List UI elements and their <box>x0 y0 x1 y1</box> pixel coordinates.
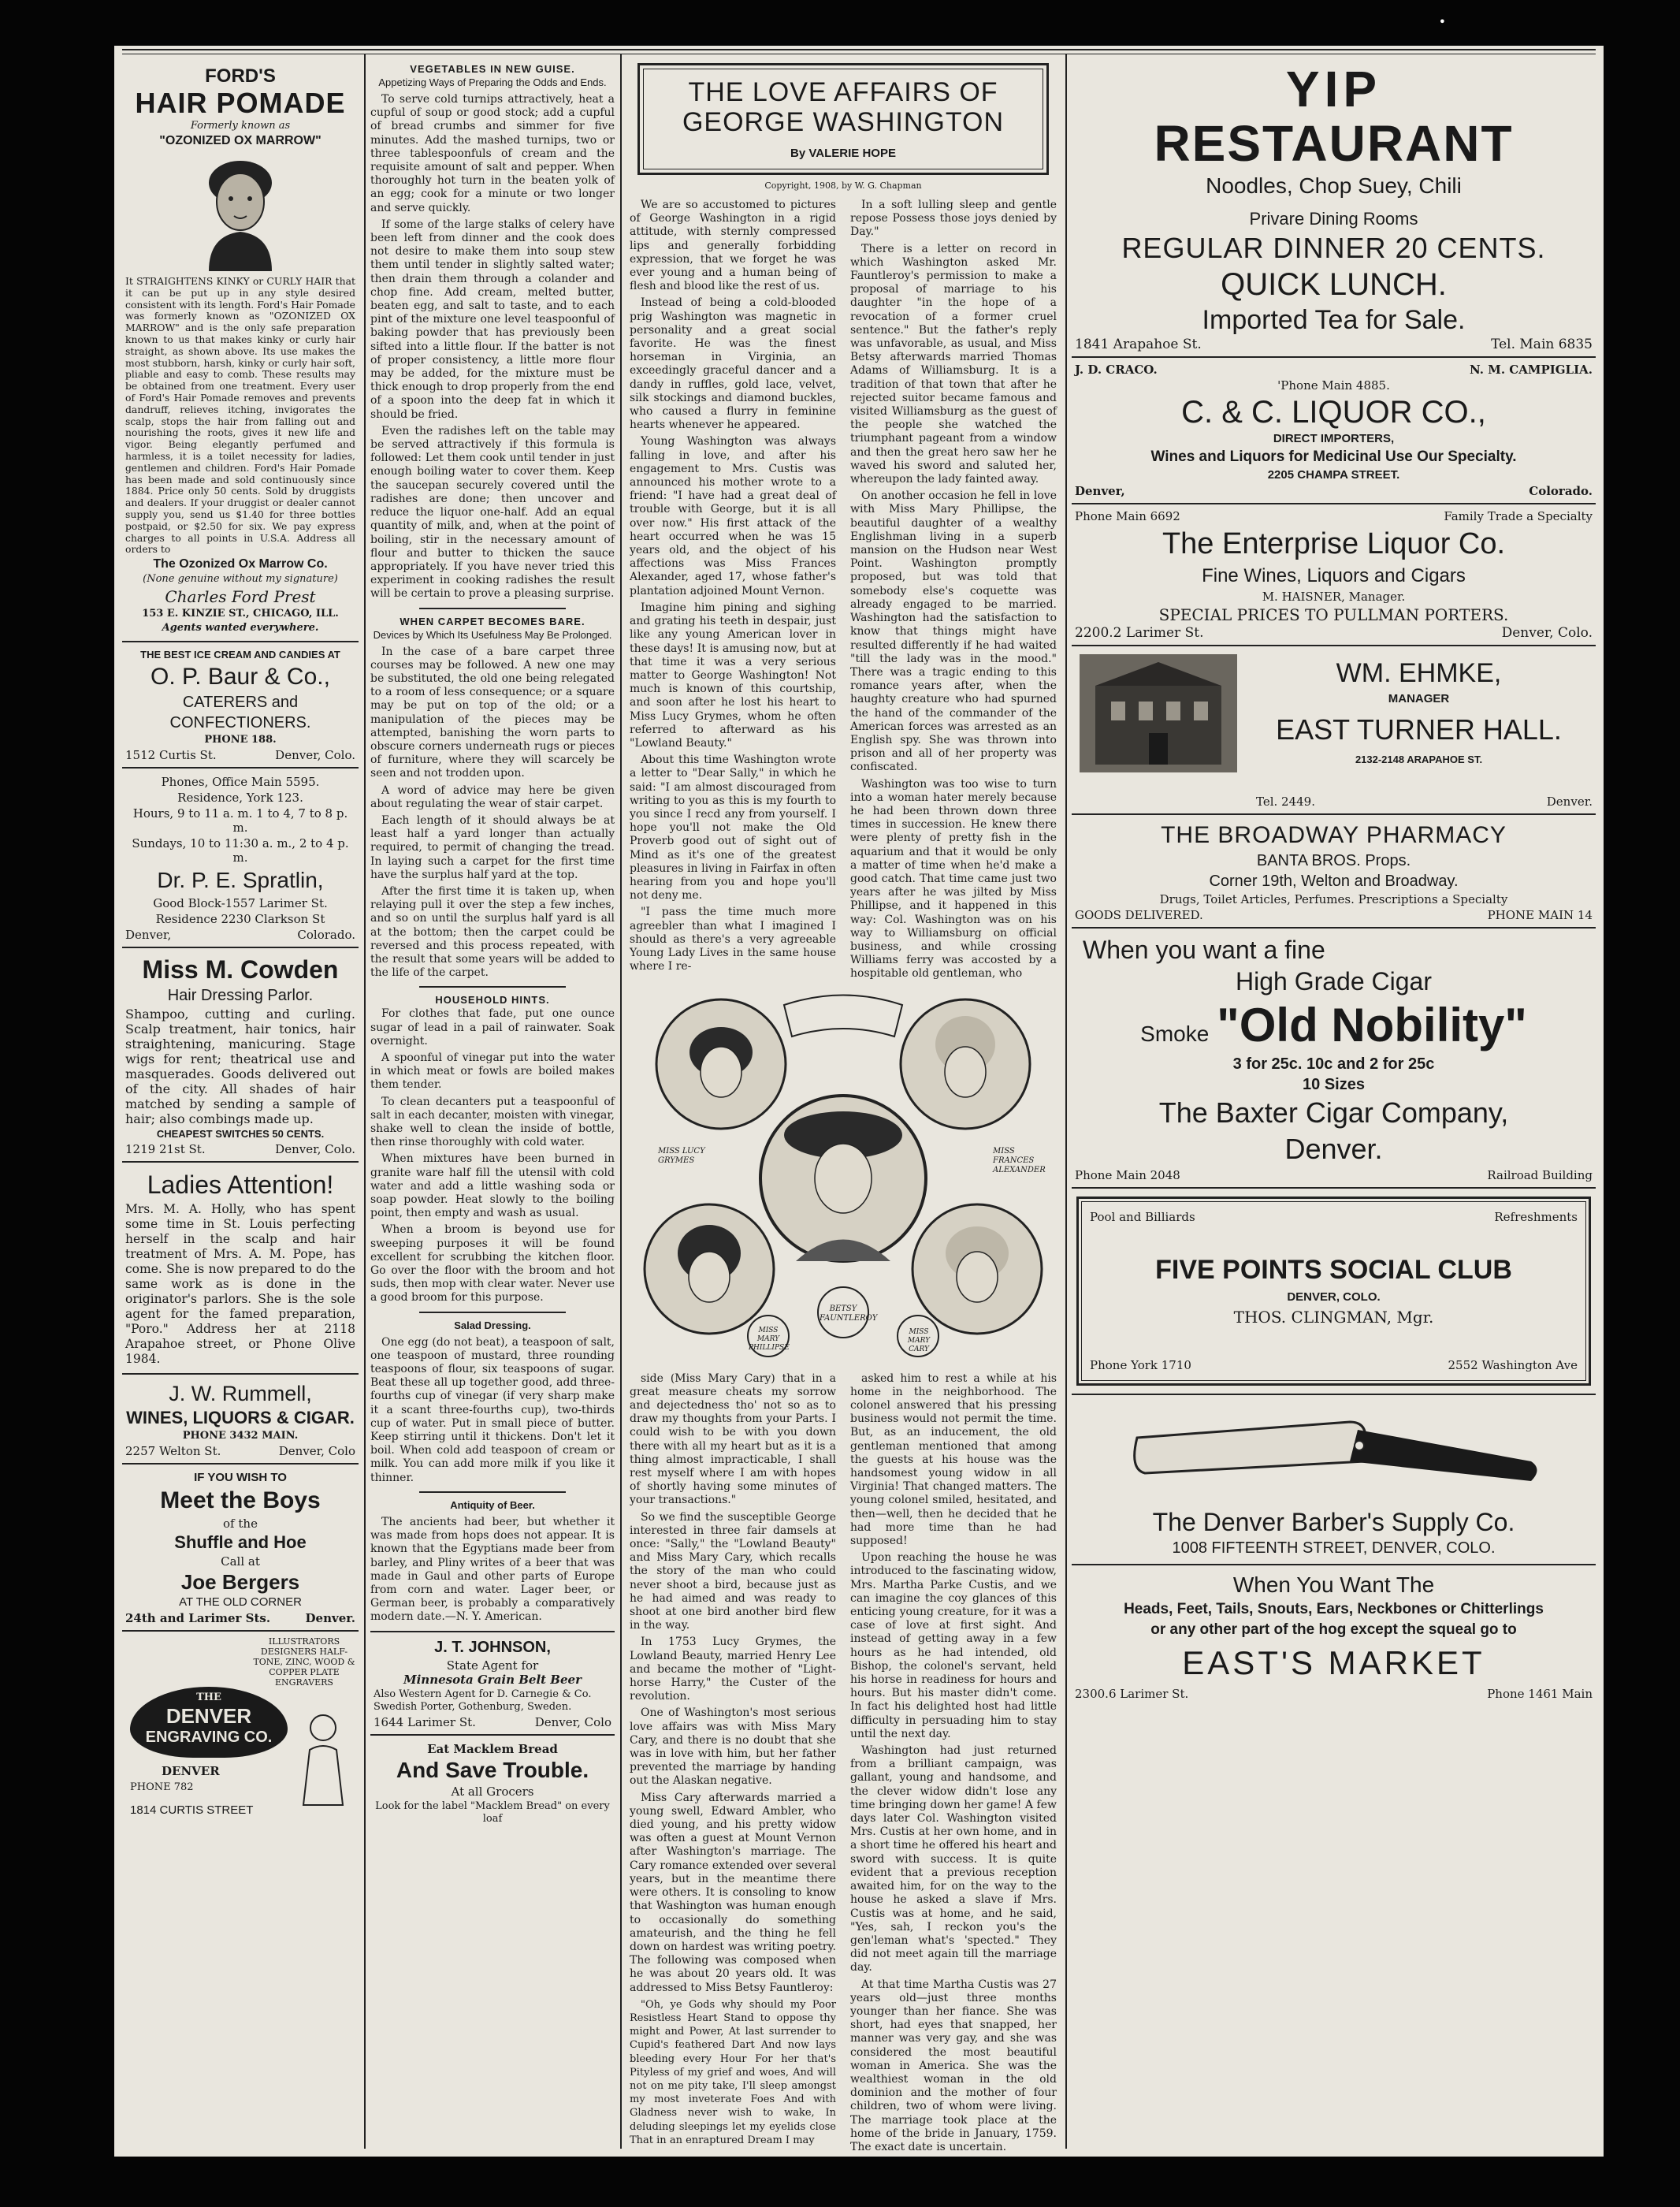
macklem-look: Look for the label "Macklem Bread" on every loaf <box>375 1799 610 1825</box>
johnson-ad <box>370 1631 615 1736</box>
salad-title: Salad Dressing. <box>454 1319 531 1331</box>
ladies-attention-ad <box>122 1163 359 1375</box>
newspaper-page <box>114 14 1604 2157</box>
veg-sub: Appetizing Ways of Preparing the Odds and Ends. <box>378 76 607 88</box>
column-rule-3 <box>1065 54 1067 2149</box>
five-phone: Phone York 1710 <box>1090 1358 1191 1372</box>
spratlin-block: Good Block-1557 Larimer St. <box>153 896 328 911</box>
story-paragraph: On another occasion he fell in love with Miss Mary Phillipse, the beautiful daughter of a wealthy Englishman living in a superb mansion on the Hudson near West Point. Washington promptly proposed, but was told that somebody else's coquette was already engaged to be married. Washington had the satisfaction to know that things might have resulted differently if he had waited "till the lady was in the mood." There was a tragic ending to this romance years after, when the haughty creature who had spurned the hand of the commander of the American forces was arrested as an English spy. She was thrown into prison and all of her property was confiscated. <box>850 489 1057 774</box>
story-paragraph: At that time Martha Custis was 27 years old—just three months younger than her fiance. She was short, had eyes that snapped, her manner was very gay, and she was considered the most beautiful woman in America. She was the wealthiest woman in the old dominion and the mother of four children, two of whom were living. The marriage took place at the home of the bride in January, 1759. The exact date is uncertain. <box>850 1978 1057 2153</box>
story-paragraph: We are so accustomed to pictures of George Washington in a rigid attitude, with sternly compressed lips and generally forbidding expression, that we forget he was ever young and a human being of flesh and blood like the rest of us. <box>630 199 836 293</box>
broadway-pharmacy-ad <box>1072 815 1596 929</box>
enterprise-address: 2200.2 Larimer St. <box>1075 625 1204 641</box>
cowden-city: Denver, Colo. <box>275 1142 355 1157</box>
baur-ad <box>122 642 359 769</box>
cowden-parlor: Hair Dressing Parlor. <box>167 987 314 1005</box>
barber-address: 1008 FIFTEENTH STREET, DENVER, COLO. <box>1172 1539 1496 1557</box>
cc-liquor-ad <box>1072 358 1596 504</box>
spratlin-phones: Phones, Office Main 5595. <box>161 775 320 790</box>
broadway-phone: PHONE MAIN 14 <box>1487 908 1593 922</box>
cigar-sizes: 10 Sizes <box>1303 1076 1365 1093</box>
story-paragraph: Instead of being a cold-blooded prig Washington was magnetic in personality and a great social favorite. He was the finest horseman in Virginia, an exceedingly graceful dancer and a dandy in ruffles, gold lace, velvet, silk stockings and diamond buckles, who caused a flurry in feminine hearts whenever he appeared. <box>630 296 836 432</box>
five-city: DENVER, COLO. <box>1287 1290 1381 1304</box>
boys-corner: AT THE OLD CORNER <box>179 1595 302 1610</box>
cigar-when: When you want a fine <box>1083 936 1325 964</box>
column-ads-right <box>1072 54 1596 2149</box>
story-paragraph: Upon reaching the house he was introduced to the fascinating widow, Mrs. Martha Parke Custis, and we can imagine the coy glances of this enticing young creature, for it was a case of love at first sight. And instead of getting away in a few hours as he had intended, old Bishop, the colonel's servant, held his horse in readiness for hours and hours. But his master didn't come. In fact his delighted host had little difficulty in persuading him to stay until the next day. <box>850 1551 1057 1740</box>
macklem-ad <box>370 1736 615 1832</box>
macklem-eat: Eat Macklem Bread <box>427 1741 558 1756</box>
joe-bergers-ad <box>122 1465 359 1632</box>
spratlin-residence: Residence, York 123. <box>177 791 303 806</box>
enterprise-manager: M. HAISNER, Manager. <box>1262 590 1406 604</box>
cc-street: 2205 CHAMPA STREET. <box>1267 468 1400 482</box>
story-paragraph: Imagine him pining and sighing and grating his teeth in despair, just like any young American lover in these days! It is amusing now, but at that time it was a very serious matter to George Washington! Not much is known of this courtship, and soon after he lost his heart to Miss Lucy Grymes, whom he often referred to afterward as his "Lowland Beauty." <box>630 601 836 750</box>
spratlin-res-addr: Residence 2230 Clarkson St <box>155 912 325 927</box>
cc-city-r: Colorado. <box>1529 484 1593 498</box>
baur-name: O. P. Baur & Co., <box>151 664 330 690</box>
label-mary-cary: MISS MARY CARY <box>907 1327 931 1353</box>
five-name: FIVE POINTS SOCIAL CLUB <box>1155 1255 1512 1285</box>
rummell-ad <box>122 1375 359 1465</box>
boys-joe: Joe Bergers <box>180 1570 300 1595</box>
story-header <box>637 63 1049 175</box>
johnson-beer: Minnesota Grain Belt Beer <box>403 1672 582 1687</box>
broadway-corner: Corner 19th, Welton and Broadway. <box>1209 873 1459 890</box>
hints-paragraph: To clean decanters put a teaspoonful of salt in each decanter, moisten with vinegar, shake well to clean the inside of bottle, then rinse thoroughly with cold water. <box>370 1095 615 1149</box>
cowden-address: 1219 21st St. <box>125 1142 206 1157</box>
cigar-city: Denver. <box>1284 1133 1383 1165</box>
carpet-sub: Devices by Which Its Usefulness May Be Prolonged. <box>373 628 612 641</box>
yip-tea: Imported Tea for Sale. <box>1202 305 1466 335</box>
beer-paragraph: The ancients had beer, but whether it was made from hops does not appear. It is known that the Egyptians made beer from barley, and Pliny writes of a beer that was made in Gaul and other parts of Europe from corn and water. Lager beer, or German beer, is probably a comparatively modern date.—N. Y. American. <box>370 1515 615 1624</box>
cowden-name: Miss M. Cowden <box>142 955 339 984</box>
story-byline: By VALERIE HOPE <box>790 147 896 160</box>
column-washington-story <box>626 54 1060 2153</box>
boys-if: IF YOU WISH TO <box>194 1471 287 1485</box>
story-paragraph: In 1753 Lucy Grymes, the Lowland Beauty, married Henry Lee and became the mother of "Light-horse Harry," the Custer of the revolution. <box>630 1636 836 1703</box>
engraving-logo <box>130 1687 288 1758</box>
veg-paragraph: To serve cold turnips attractively, heat a cupful of soup or good stock; add a cupful of bread crumbs and simmer for five minutes. Add the mashed turnips, two or three tablespoonfuls of cream and the requisite amount of salt and pepper. When thoroughly hot turn in the beaten yolk of an egg; cook for a minute or two longer and serve quickly. <box>370 93 615 214</box>
razor-illustration <box>1113 1406 1555 1501</box>
cigar-smoke: Smoke <box>1140 1022 1210 1046</box>
story-paragraph: side (Miss Mary Cary) that in a great measure cheats my sorrow and dejectedness tho' not so as to draw my thoughts from your Parts. I could wish to be with you down there with all my heart but as it is a thing almost impracticable, I shall rest myself where I am with hopes of shortly having some minutes of your transactions." <box>630 1371 836 1507</box>
cigar-building: Railroad Building <box>1487 1168 1593 1182</box>
five-mgr: THOS. CLINGMAN, Mgr. <box>1233 1308 1434 1327</box>
spratlin-ad <box>122 769 359 948</box>
engraving-phone: PHONE 782 <box>130 1781 194 1794</box>
denver-engraving-ad <box>122 1632 359 1822</box>
turner-tel: Tel. 2449. <box>1256 795 1315 809</box>
east-turner-hall-ad <box>1072 646 1596 815</box>
yip-private: Privare Dining Rooms <box>1249 209 1418 229</box>
enterprise-liquor-ad <box>1072 504 1596 646</box>
yip-restaurant-ad <box>1072 54 1596 358</box>
enterprise-city: Denver, Colo. <box>1501 625 1593 641</box>
boys-of: of the <box>223 1517 258 1532</box>
easts-market-ad <box>1072 1565 1596 1706</box>
section-rule <box>419 1491 566 1493</box>
broadway-goods: GOODS DELIVERED. <box>1075 908 1203 922</box>
engraving-name: ENGRAVING CO. <box>145 1729 273 1747</box>
rummell-phone: PHONE 3432 MAIN. <box>182 1430 299 1442</box>
section-rule <box>419 608 566 609</box>
turner-address: 2132-2148 ARAPAHOE ST. <box>1355 754 1483 765</box>
hints-paragraph: When a broom is beyond use for sweeping purposes it will be found excellent for scrubbing the kitchen floor. Go over the floor with the broom and hot suds, then mop with clear water. Never use a good broom for this purpose. <box>370 1223 615 1304</box>
carpet-paragraph: After the first time it is taken up, when relaying pull it over the step a few inches, and so on until the surplus half yard is all at the bottom; then the carpet could be reversed and this process repeated, with the result that some years will be added to the life of the carpet. <box>370 884 615 980</box>
baur-intro: THE BEST ICE CREAM AND CANDIES AT <box>140 649 340 661</box>
engraving-city: DENVER <box>162 1764 220 1779</box>
story-paragraph: "I pass the time much more agreebler than what I imagined I should as there's a very agreeable Young Lady Lives in the same house where I re- <box>630 906 836 973</box>
genuine-note: (None genuine without my signature) <box>143 573 338 586</box>
macklem-grocers: At all Grocers <box>451 1784 534 1799</box>
veg-paragraph: Even the radishes left on the table may be served attractively if this formula is followed: Let them cook until tender in just enough boiling water to cover them. Keep the saucepan securely covered until the radishes are done; then uncover and reduce the liquor one-half. Add an equal quantity of milk, and, when at the point of boiling, stir in the necessary amount of flour and butter to thicken the sauce appropriately. If you have never tried this experiment in cooking radishes the result will be certain to prove a pleasing surprise. <box>370 424 615 601</box>
enterprise-fine: Fine Wines, Liquors and Cigars <box>1202 565 1466 586</box>
spratlin-hours1: Hours, 9 to 11 a. m. 1 to 4, 7 to 8 p. m. <box>132 806 348 836</box>
engraver-figure-illustration <box>295 1710 351 1805</box>
cc-left: J. D. CRACO. <box>1075 363 1158 377</box>
turner-name: WM. EHMKE, <box>1336 658 1502 688</box>
engraving-address: 1814 CURTIS STREET <box>130 1803 254 1818</box>
story-paragraph: Washington was too wise to turn into a woman hater merely because he had been thrown down three times in succession. He knew there were plenty of pretty fish in the aquarium and that it would be only a matter of time when he'd make a good catch. That time came just two years after he was jilted by Miss Phillipse, and it happened in this way: Col. Washington was on his way to Williamsburg on official business, and while crossing Williams ferry was accosted by a hospitable old gentleman, who <box>850 777 1057 981</box>
market-address: 2300.6 Larimer St. <box>1075 1687 1189 1701</box>
spratlin-city-r: Colorado. <box>297 928 355 943</box>
cc-direct: DIRECT IMPORTERS, <box>1273 432 1395 445</box>
yip-address: 1841 Arapahoe St. <box>1075 337 1202 352</box>
story-paragraph: Miss Cary afterwards married a young swell, Edward Ambler, who died young, and his pretty widow was often a guest at Mount Vernon after Washington's marriage. The Cary romance extended over several years, but in the meantime there were others. It is consoling to know that Washington was human enough to occasionally do something amateurish, and the thing he fell down on hardest was writing poetry. The following was composed when he was about 20 years old. It was addressed to Miss Betsy Fauntleroy: <box>630 1791 836 1994</box>
story-paragraph: About this time Washington wrote a letter to "Dear Sally," in which he said: "I am almost discouraged from writing to you as this is my fourth to you since I recd any from yourself. I hope you'll not make the Old Proverb good out of sight out of Mind as it's one of the greatest pleasures in living in Fairfax in often hearing from you and hope you'll not deny me. <box>630 754 836 903</box>
cigar-phone: Phone Main 2048 <box>1075 1168 1180 1182</box>
enterprise-name: The Enterprise Liquor Co. <box>1162 527 1506 560</box>
fords-address: 153 E. KINZIE ST., CHICAGO, ILL. <box>142 608 339 620</box>
rummell-name: J. W. Rummell, <box>169 1382 312 1406</box>
broadway-drugs: Drugs, Toilet Articles, Perfumes. Prescriptions a Specialty <box>1159 892 1508 906</box>
johnson-agent: State Agent for <box>446 1658 539 1673</box>
ladies-title: Ladies Attention! <box>147 1170 334 1200</box>
broadway-props: BANTA BROS. Props. <box>1256 852 1411 869</box>
label-mary-phillipse: MISS MARY PHILLIPSE <box>749 1326 790 1352</box>
rummell-line: WINES, LIQUORS & CIGAR. <box>126 1408 355 1428</box>
engraving-services: ILLUSTRATORS DESIGNERS HALF-TONE, ZINC, WOOD & COPPER PLATE ENGRAVERS <box>253 1636 355 1688</box>
cc-name: C. & C. LIQUOR CO., <box>1181 395 1486 430</box>
story-title-1: THE LOVE AFFAIRS OF <box>688 77 998 107</box>
enterprise-special: SPECIAL PRICES TO PULLMAN PORTERS. <box>1158 605 1509 624</box>
johnson-address: 1644 Larimer St. <box>374 1714 476 1729</box>
label-betsy-fauntleroy: BETSY FAUNTLEROY <box>820 1304 878 1323</box>
market-when: When You Want The <box>1232 1572 1435 1597</box>
yip-name: YIP <box>1285 61 1382 117</box>
engraving-the: THE <box>196 1692 221 1704</box>
veg-title: VEGETABLES IN NEW GUISE. <box>410 63 575 75</box>
story-paragraph: One of Washington's most serious love affairs was with Miss Mary Cary, and there is no doubt that she was in love with him, but her father prevented the marriage by handing out the Alaskan negative. <box>630 1706 836 1788</box>
cigar-prices: 3 for 25c. 10c and 2 for 25c <box>1232 1055 1435 1073</box>
cowden-switches: CHEAPEST SWITCHES 50 CENTS. <box>156 1128 325 1141</box>
fords-body: It STRAIGHTENS KINKY or CURLY HAIR that it can be put up in any style desired consistent with its length. Ford's Hair Pomade was formerly known as "OZONIZED OX MARROW" and is the only safe preparation known to us that makes kinky or curly hair straight, as shown above. Its use makes the most stubborn, harsh, kinky or curly hair soft, pliable and easy to comb. These results may be obtained from one treatment. Every user of Ford's Hair Pomade removes and prevents dandruff, relieves itching, invigorates the scalp, stops the hair from falling out and nourishing the roots, gives it new life and vigor. Being elegantly perfumed and harmless, it is a toilet necessity for ladies, gentlemen and children. Ford's Hair Pomade has been made and sold continuously since 1884. Price only 50 cents. Sold by druggists and dealers. If your druggist or dealer cannot supply you, send us $1.40 for three bottles postpaid, or $2.50 for six. We pay express charges to all points in U.S.A. Address all orders to <box>125 275 355 556</box>
formerly-known: Formerly known as <box>190 120 291 132</box>
baur-address: 1512 Curtis St. <box>125 748 217 763</box>
carpet-paragraph: In the case of a bare carpet three courses may be followed. A new one may be substituted, the old one being relegated to a room of less consequence; or a square may be put on top of the old; or a manipulation of the pieces may be attempted, banishing the worn parts to obscure corners underneath rugs or pieces of furniture, where they will scarcely be seen and not trodden upon. <box>370 645 615 780</box>
story-paragraph: So we find the susceptible George interested in three fair damsels at once: "Sally," the "Lowland Beauty" and Miss Mary Cary, which recalls the story of the man who could never shoot a bird, because just as he had aimed and was ready to shoot at one bird another bird flew in the way. <box>630 1510 836 1632</box>
carpet-title: WHEN CARPET BECOMES BARE. <box>400 615 585 627</box>
enterprise-phone: Phone Main 6692 <box>1075 509 1180 523</box>
broadway-name: THE BROADWAY PHARMACY <box>1161 822 1507 848</box>
baur-phone: PHONE 188. <box>204 734 277 746</box>
johnson-city: Denver, Colo <box>534 1714 611 1729</box>
ozonized-subtitle: "OZONIZED OX MARROW" <box>159 134 322 147</box>
spratlin-name: Dr. P. E. Spratlin, <box>157 868 324 893</box>
carpet-paragraph: A word of advice may here be given about regulating the wear of stair carpet. <box>370 783 615 810</box>
five-pool: Pool and Billiards <box>1090 1210 1195 1224</box>
fords-hair-pomade-ad <box>122 54 359 642</box>
column-rule-2 <box>620 54 622 2149</box>
five-address: 2552 Washington Ave <box>1448 1358 1578 1372</box>
column-rule-1 <box>364 54 366 2149</box>
story-paragraph: asked him to rest a while at his home in the neighborhood. The colonel answered that his pressing business would not permit the time. But, as an inducement, the old gentleman mentioned that among the guests at his house was the handsomest young widow in all Virginia! That changed matters. The young colonel smiled, hesitated, and then—well, then he decided that he had more time than he had supposed! <box>850 1371 1057 1548</box>
five-refresh: Refreshments <box>1494 1210 1578 1224</box>
hints-paragraph: When mixtures have been burned in granite ware half fill the utensil with cold water and add a little washing soda or soap powder. Heat slowly to the boiling point, then empty and wash as usual. <box>370 1152 615 1220</box>
hair-pomade-title: HAIR POMADE <box>135 87 346 119</box>
beer-title: Antiquity of Beer. <box>450 1498 535 1511</box>
yip-quick: QUICK LUNCH. <box>1221 267 1447 302</box>
boys-meet: Meet the Boys <box>160 1487 321 1514</box>
label-frances-alexander: MISS FRANCES ALEXANDER <box>993 1146 1046 1174</box>
story-poem: "Oh, ye Gods why should my Poor Resistless Heart Stand to oppose thy might and Power, At last surrender to Cupid's feathered Dart And now lays bleeding every Hour For her that's Pityless of my grief and woes, And will not on me pity take, I'll sleep amongst my most inveterate Foes And with Gladness never wish to wake, In deluding sleepings let my eyelids close That in an enraptured Dream I may <box>630 1998 836 2146</box>
cigar-company: The Baxter Cigar Company, <box>1158 1096 1509 1129</box>
cc-phone: 'Phone Main 4885. <box>1277 378 1390 393</box>
cc-city-l: Denver, <box>1075 484 1125 498</box>
portrait-man-illustration <box>193 153 288 271</box>
ozonized-company: The Ozonized Ox Marrow Co. <box>153 557 328 571</box>
story-top-text <box>626 199 1060 984</box>
turner-hall: EAST TURNER HALL. <box>1276 713 1562 746</box>
macklem-save: And Save Trouble. <box>396 1757 589 1782</box>
building-illustration <box>1080 654 1237 772</box>
story-paragraph: There is a letter on record in which Washington asked Mr. Fauntleroy's permission to make a proposal of marriage to his daughter "in the hope of a revocation of a former cruel sentence." But the father's reply was unfavorable, as usual, and Miss Betsy afterwards married Thomas Adams of Williamsburg. It is a tradition of that town that after he rejected suitor became famous and visited Williamsburg as the guest of the people she watched the triumphant pageant from a window and then the great hero saw her he waved his sword and saluted her, whereupon the lady fainted away. <box>850 242 1057 486</box>
johnson-name: J. T. JOHNSON, <box>434 1638 551 1656</box>
corner-mark: • <box>1438 14 1446 29</box>
cc-wines: Wines and Liquors for Medicinal Use Our Specialty. <box>1150 448 1517 465</box>
portraits-illustration <box>626 989 1060 1368</box>
cigar-brand: "Old Nobility" <box>1217 999 1527 1051</box>
carpet-paragraph: Each length of it should always be at least half a yard longer than actually required, to permit of changing the tread. In laying such a carpet for the first time have the surplus half yard at the top. <box>370 813 615 881</box>
cowden-body: Shampoo, cutting and curling. Scalp treatment, hair tonics, hair straightening, manicuring. Stage wigs for rent; theatrical use and masquerades. Goods delivered out of the city. All shades of hair matched by sending a sample of hair; also combings made up. <box>125 1007 355 1127</box>
spratlin-city-l: Denver, <box>125 928 172 943</box>
rummell-city: Denver, Colo <box>278 1444 355 1459</box>
market-phone: Phone 1461 Main <box>1487 1687 1593 1701</box>
yip-dinner: REGULAR DINNER 20 CENTS. <box>1121 232 1546 264</box>
old-nobility-cigar-ad <box>1072 929 1596 1189</box>
johnson-also: Also Western Agent for D. Carnegie & Co. Swedish Porter, Gothenburg, Sweden. <box>374 1688 592 1713</box>
salad-paragraph: One egg (do not beat), a teaspoon of salt, one teaspoon of mustard, three rounding teaspoons of flour, six teaspoons of sugar. Beat these all up together good, add three-fourths cup of vinegar (if very sharp make it a scant three-fourths cup), two-thirds cup of water. Put in small piece of butter. Keep stirring until it thickens. Don't let it boil. When cold add teaspoon of cream or milk. You can add more milk if you like it thinner. <box>370 1335 615 1484</box>
engraving-denver: DENVER <box>165 1704 252 1729</box>
story-paragraph: In a soft lulling sleep and gentle repose Possess those joys denied by Day." <box>850 199 1057 239</box>
market-any: or any other part of the hog except the squeal go to <box>1150 1621 1517 1638</box>
baur-city: Denver, Colo. <box>275 748 355 763</box>
cowden-ad <box>122 948 359 1163</box>
yip-tel: Tel. Main 6835 <box>1491 337 1593 352</box>
five-points-club-ad <box>1076 1197 1591 1386</box>
boys-address: 24th and Larimer Sts. <box>125 1611 271 1626</box>
signature: Charles Ford Prest <box>165 587 316 607</box>
veg-paragraph: If some of the large stalks of celery have been left from dinner and the cook does not desire to make them into soup stew them until tender in slightly salted water; then drain them through a colander and chop fine. Add cream, melted butter, beaten egg, and salt to taste, and to each pint of the mixture one level teaspoonful of baking powder that has previously been sifted into a little flour. If the batter is not of proper consistency, a little more flour may be added, for the mixture must be thick enough to drop properly from the end of a spoon into the deep fat in which it should be fried. <box>370 218 615 421</box>
market-heads: Heads, Feet, Tails, Snouts, Ears, Neckbones or Chitterlings <box>1124 1601 1544 1617</box>
spratlin-hours2: Sundays, 10 to 11:30 a. m., 2 to 4 p. m. <box>132 836 349 865</box>
enterprise-trade: Family Trade a Specialty <box>1444 509 1593 523</box>
story-paragraph: Washington had just returned from a brilliant campaign, was gallant, young and handsome, and the clever widow didn't lose any time bringing down her game! A few days later Col. Washington visited Mrs. Custis at her own home, and in a short time he offered his heart and sword with success. It is quite evident that a previous reception awaited him, for on the way to the house he asked a slave if Mrs. Custis was at home, and he said, "Yes, sah, I reckon you's the gen'leman what's 'spected." They did not meet again till the marriage day. <box>850 1744 1057 1974</box>
agents-wanted: Agents wanted everywhere. <box>162 622 319 635</box>
label-lucy-grymes: MISS LUCY GRYMES <box>658 1146 705 1165</box>
rummell-address: 2257 Welton St. <box>125 1444 221 1459</box>
story-title-2: GEORGE WASHINGTON <box>682 107 1005 137</box>
section-rule <box>419 1312 566 1313</box>
hints-paragraph: A spoonful of vinegar put into the water in which meat or fowls are boiled makes them tender. <box>370 1051 615 1092</box>
turner-manager: MANAGER <box>1388 692 1450 705</box>
hints-paragraph: For clothes that fade, put one ounce sugar of lead in a pail of rainwater. Soak overnight. <box>370 1007 615 1048</box>
column-ads-left <box>122 54 359 2149</box>
story-paragraph: Young Washington was always falling in love, and after his engagement to Mrs. Custis was announced his mother wrote to a friend: "I have had a great deal of trouble with George, but it is all over now." His first attack of the heart occurred when he was 15 years old, and the object of his affections was Miss Frances Alexander, aged 17, whose father's plantation adjoined Mount Vernon. <box>630 435 836 597</box>
section-rule <box>419 986 566 988</box>
boys-shuffle: Shuffle and Hoe <box>174 1532 307 1553</box>
denver-barbers-supply-ad <box>1072 1394 1596 1565</box>
fords-title: FORD'S <box>205 65 276 87</box>
cc-right: N. M. CAMPIGLIA. <box>1470 363 1593 377</box>
barber-name: The Denver Barber's Supply Co. <box>1152 1508 1515 1536</box>
market-name: EAST'S MARKET <box>1182 1644 1485 1681</box>
column-household <box>370 54 615 2149</box>
story-bottom-text <box>626 1372 1060 2158</box>
cigar-high: High Grade Cigar <box>1236 967 1432 996</box>
baur-line2: CONFECTIONERS. <box>169 714 311 732</box>
hints-title: HOUSEHOLD HINTS. <box>435 994 550 1007</box>
turner-city: Denver. <box>1546 795 1593 809</box>
boys-city: Denver. <box>305 1611 355 1626</box>
yip-noodles: Noodles, Chop Suey, Chili <box>1206 173 1462 198</box>
ladies-body: Mrs. M. A. Holly, who has spent some time in St. Louis perfecting herself in the scalp and hair treatment of Mrs. A. M. Pope, has come. She is now prepared to do the same work as is done in the originator's parlors. She is the sole agent for the famed preparation, "Poro." Address her at 2118 Arapahoe street, or Phone Olive 1984. <box>125 1202 355 1367</box>
boys-call: Call at <box>221 1554 260 1569</box>
baur-line1: CATERERS and <box>182 694 299 712</box>
story-copyright: Copyright, 1908, by W. G. Chapman <box>764 181 922 191</box>
yip-restaurant: RESTAURANT <box>1154 115 1514 172</box>
